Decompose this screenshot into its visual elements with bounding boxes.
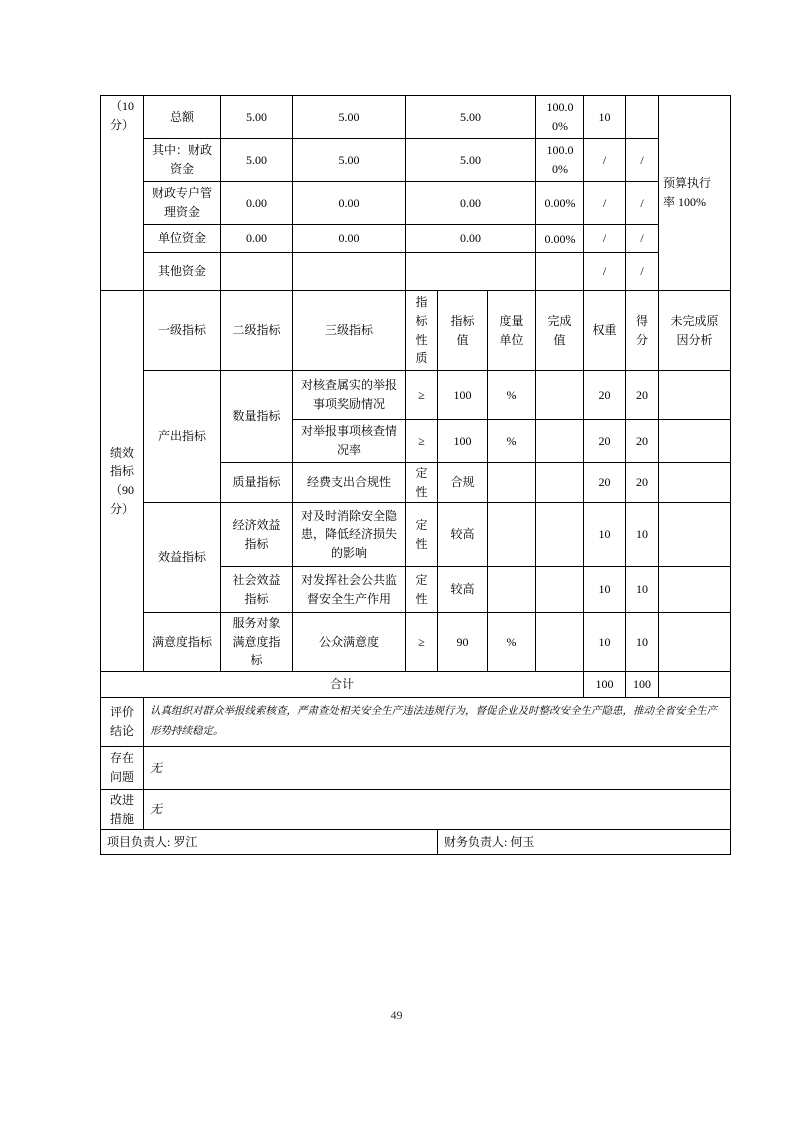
funding-amount-cell bbox=[406, 253, 536, 291]
score-cell: 10 bbox=[626, 613, 659, 672]
weight-cell: 20 bbox=[584, 463, 626, 503]
funding-rate-value: 0.00% bbox=[544, 231, 576, 246]
funding-row-label: 其中：财政资金 bbox=[144, 139, 221, 182]
grade3-cell: 公众满意度 bbox=[293, 613, 406, 672]
weight-cell: 20 bbox=[584, 420, 626, 463]
header-target-label: 指标值 bbox=[450, 313, 475, 347]
measures-text-cell: 无 bbox=[144, 789, 731, 829]
grade1-cell-output: 产出指标 bbox=[144, 371, 221, 503]
grade3-cell: 对核查属实的举报事项奖励情况 bbox=[293, 371, 406, 420]
funding-amount-cell: 5.00 bbox=[221, 139, 293, 182]
grade2-cell-social bbox=[221, 567, 293, 613]
nature-cell: ≥ bbox=[406, 371, 438, 420]
funding-rate-cell bbox=[536, 253, 584, 291]
grade2-cell-economic bbox=[221, 503, 293, 567]
actual-cell bbox=[536, 420, 584, 463]
problems-row bbox=[101, 746, 731, 789]
indicator-header-row bbox=[101, 291, 731, 371]
funding-section-label: （10 分） bbox=[109, 99, 134, 132]
weight-cell: 10 bbox=[584, 567, 626, 613]
indicator-row bbox=[101, 503, 731, 567]
funding-rate-cell bbox=[536, 96, 584, 139]
funding-weight-cell: / bbox=[584, 139, 626, 182]
reason-cell bbox=[659, 463, 731, 503]
indicator-section-label: 绩效指标（90分） bbox=[109, 445, 134, 516]
header-cell-target bbox=[438, 291, 488, 371]
responsible-persons-row bbox=[101, 830, 731, 855]
funding-amount-cell: 5.00 bbox=[293, 139, 406, 182]
unit-cell: % bbox=[488, 371, 536, 420]
nature-value: 定性 bbox=[415, 518, 428, 551]
grade3-cell: 对发挥社会公共监督安全生产作用 bbox=[293, 567, 406, 613]
funding-score-cell: / bbox=[626, 139, 659, 182]
unit-cell bbox=[488, 503, 536, 567]
grade3-cell: 对举报事项核查情况率 bbox=[293, 420, 406, 463]
actual-cell bbox=[536, 463, 584, 503]
header-cell-actual bbox=[536, 291, 584, 371]
funding-rate-value: 100.00% bbox=[546, 100, 574, 133]
performance-evaluation-table bbox=[100, 95, 731, 855]
target-cell: 100 bbox=[438, 371, 488, 420]
funding-amount-cell: 5.00 bbox=[293, 96, 406, 139]
header-cell-grade1: 一级指标 bbox=[144, 291, 221, 371]
funding-rate-value: 0.00% bbox=[544, 196, 576, 211]
nature-cell: ≥ bbox=[406, 420, 438, 463]
funding-row-fiscal bbox=[101, 139, 731, 182]
measures-label-cell: 改进措施 bbox=[101, 789, 144, 829]
funding-rate-cell bbox=[536, 182, 584, 225]
funding-amount-cell: 5.00 bbox=[406, 96, 536, 139]
grade3-cell: 对及时消除安全隐患，降低经济损失的影响 bbox=[293, 503, 406, 567]
grade1-cell-benefit: 效益指标 bbox=[144, 503, 221, 613]
funding-row-unit-funds bbox=[101, 225, 731, 253]
conclusion-label-cell: 评价结论 bbox=[101, 697, 144, 746]
grade2-cell-quantity: 数量指标 bbox=[221, 371, 293, 463]
reason-cell bbox=[659, 503, 731, 567]
total-row bbox=[101, 671, 731, 697]
grade2-cell-service-satisfaction bbox=[221, 613, 293, 672]
weight-cell: 20 bbox=[584, 371, 626, 420]
funding-score-cell: / bbox=[626, 182, 659, 225]
unit-cell bbox=[488, 567, 536, 613]
header-reason-label: 未完成原因分析 bbox=[670, 313, 719, 347]
grade2-value: 服务对象满意度指标 bbox=[232, 616, 281, 668]
nature-cell bbox=[406, 503, 438, 567]
funding-amount-cell: 0.00 bbox=[406, 225, 536, 253]
funding-row-label: 财政专户管理资金 bbox=[144, 182, 221, 225]
nature-value: 定性 bbox=[415, 573, 428, 606]
measures-row bbox=[101, 789, 731, 829]
nature-cell bbox=[406, 463, 438, 503]
project-manager-cell: 项目负责人: 罗江 bbox=[101, 830, 438, 855]
grade3-cell: 经费支出合规性 bbox=[293, 463, 406, 503]
finance-manager-cell: 财务负责人: 何玉 bbox=[438, 830, 731, 855]
header-cell-grade3: 三级指标 bbox=[293, 291, 406, 371]
score-cell: 20 bbox=[626, 463, 659, 503]
conclusion-row bbox=[101, 697, 731, 746]
total-score-cell: 100 bbox=[626, 671, 659, 697]
problems-text-cell: 无 bbox=[144, 746, 731, 789]
target-cell: 较高 bbox=[438, 567, 488, 613]
funding-row-label: 单位资金 bbox=[144, 225, 221, 253]
funding-amount-cell: 5.00 bbox=[221, 96, 293, 139]
indicator-section-label-cell bbox=[101, 291, 144, 672]
indicator-row bbox=[101, 613, 731, 672]
target-cell: 较高 bbox=[438, 503, 488, 567]
funding-amount-cell: 0.00 bbox=[293, 182, 406, 225]
actual-cell bbox=[536, 371, 584, 420]
total-reason-cell bbox=[659, 671, 731, 697]
funding-amount-cell: 5.00 bbox=[406, 139, 536, 182]
actual-cell bbox=[536, 613, 584, 672]
funding-row-label: 总额 bbox=[144, 96, 221, 139]
funding-row-special-account bbox=[101, 182, 731, 225]
budget-execution-note: 预算执行率 100% bbox=[663, 176, 712, 209]
funding-row-total bbox=[101, 96, 731, 139]
score-cell: 10 bbox=[626, 503, 659, 567]
grade1-cell-satisfaction: 满意度指标 bbox=[144, 613, 221, 672]
header-cell-score bbox=[626, 291, 659, 371]
funding-amount-cell bbox=[221, 253, 293, 291]
grade2-value: 社会效益指标 bbox=[232, 573, 281, 606]
target-cell: 90 bbox=[438, 613, 488, 672]
header-unit-label: 度量单位 bbox=[499, 313, 524, 347]
score-cell: 10 bbox=[626, 567, 659, 613]
nature-value: 定性 bbox=[415, 466, 428, 499]
funding-amount-cell: 0.00 bbox=[293, 225, 406, 253]
funding-amount-cell: 0.00 bbox=[221, 225, 293, 253]
total-label-cell: 合计 bbox=[101, 671, 584, 697]
funding-score-cell: / bbox=[626, 225, 659, 253]
header-actual-label: 完成值 bbox=[547, 313, 572, 347]
reason-cell bbox=[659, 420, 731, 463]
funding-weight-cell: / bbox=[584, 253, 626, 291]
unit-cell bbox=[488, 463, 536, 503]
funding-row-other-funds bbox=[101, 253, 731, 291]
problems-label-cell: 存在问题 bbox=[101, 746, 144, 789]
weight-cell: 10 bbox=[584, 613, 626, 672]
nature-cell bbox=[406, 567, 438, 613]
nature-cell: ≥ bbox=[406, 613, 438, 672]
funding-rate-cell bbox=[536, 225, 584, 253]
funding-weight-cell: 10 bbox=[584, 96, 626, 139]
funding-amount-cell: 0.00 bbox=[406, 182, 536, 225]
target-cell: 100 bbox=[438, 420, 488, 463]
header-cell-reason bbox=[659, 291, 731, 371]
reason-cell bbox=[659, 613, 731, 672]
funding-rate-value: 100.00% bbox=[546, 143, 574, 176]
page-number: 49 bbox=[390, 1008, 403, 1022]
actual-cell bbox=[536, 503, 584, 567]
header-nature-label: 指标性质 bbox=[415, 295, 428, 366]
header-cell-weight: 权重 bbox=[584, 291, 626, 371]
unit-cell: % bbox=[488, 613, 536, 672]
header-cell-nature bbox=[406, 291, 438, 371]
weight-cell: 10 bbox=[584, 503, 626, 567]
funding-score-cell: / bbox=[626, 253, 659, 291]
funding-weight-cell: / bbox=[584, 225, 626, 253]
header-cell-unit bbox=[488, 291, 536, 371]
score-cell: 20 bbox=[626, 371, 659, 420]
header-score-label: 得分 bbox=[635, 313, 648, 347]
grade2-value: 经济效益指标 bbox=[232, 518, 281, 551]
funding-row-label: 其他资金 bbox=[144, 253, 221, 291]
funding-section-label-cell bbox=[101, 96, 144, 291]
funding-amount-cell bbox=[293, 253, 406, 291]
reason-cell bbox=[659, 371, 731, 420]
score-cell: 20 bbox=[626, 420, 659, 463]
header-cell-grade2: 二级指标 bbox=[221, 291, 293, 371]
conclusion-text-cell: 认真组织对群众举报线索核查，严肃查处相关安全生产违法违规行为，督促企业及时整改安全生产隐患，推动全省安全生产形势持续稳定。 bbox=[144, 697, 731, 746]
budget-execution-note-cell bbox=[659, 96, 731, 291]
funding-amount-cell: 0.00 bbox=[221, 182, 293, 225]
funding-score-cell bbox=[626, 96, 659, 139]
indicator-row bbox=[101, 371, 731, 420]
funding-weight-cell: / bbox=[584, 182, 626, 225]
reason-cell bbox=[659, 567, 731, 613]
unit-cell: % bbox=[488, 420, 536, 463]
funding-rate-cell bbox=[536, 139, 584, 182]
actual-cell bbox=[536, 567, 584, 613]
total-weight-cell: 100 bbox=[584, 671, 626, 697]
target-cell: 合规 bbox=[438, 463, 488, 503]
grade2-cell-quality: 质量指标 bbox=[221, 463, 293, 503]
